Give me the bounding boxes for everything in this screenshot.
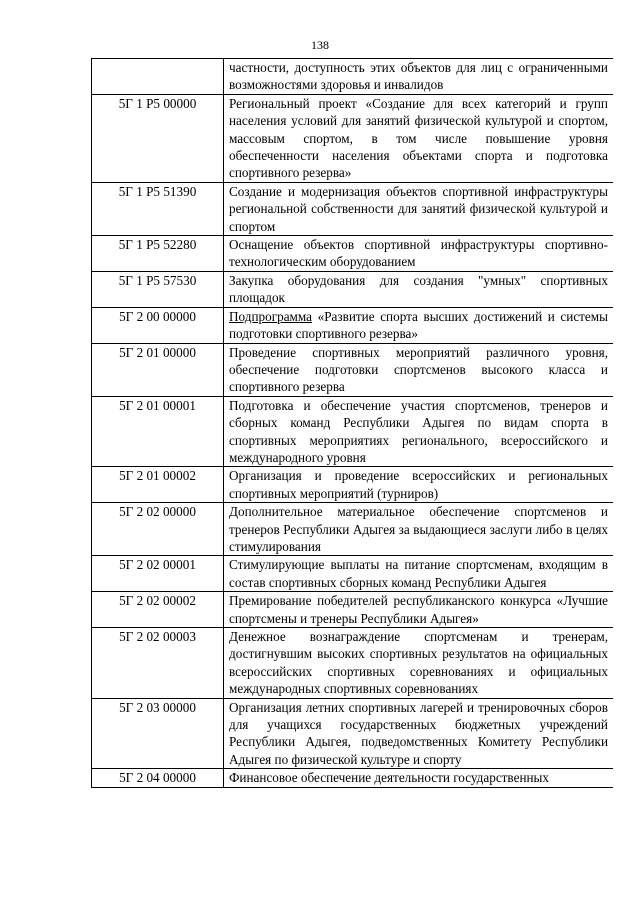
row-text: частности, доступность этих объектов для лиц с ограниченными возможностями здоровья и инвалидов <box>229 60 608 93</box>
row-code: 5Г 2 01 00000 <box>92 343 224 396</box>
row-text: Организация и проведение всероссийских и региональных спортивных мероприятий (турниров) <box>229 468 608 501</box>
row-code: 5Г 2 02 00000 <box>92 503 224 556</box>
row-text: Закупка оборудования для создания "умных" спортивных площадок <box>229 272 608 306</box>
row-text: Проведение спортивных мероприятий различного уровня, обеспечение подготовки спортсменов высокого класса и спортивного резерва <box>229 344 608 395</box>
row-text: Оснащение объектов спортивной инфраструктуры спортивно-технологическим оборудованием <box>229 237 608 270</box>
table-row <box>92 94 614 182</box>
row-description <box>224 503 614 556</box>
row-prefix: Подпрограмма <box>229 308 313 324</box>
table-row <box>92 307 614 343</box>
table-row <box>92 556 614 592</box>
row-code: 5Г 2 00 00000 <box>92 307 224 343</box>
row-text: Денежное вознаграждение спортсменам и тренерам, достигнувшим высоких спортивных результатов на официальных всероссийских спортивных соревнованиях и официальных международных спортивных соревнованиях <box>229 629 608 697</box>
row-description <box>224 628 614 699</box>
table-row <box>92 698 614 769</box>
table-row <box>92 396 614 467</box>
table-row <box>92 271 614 307</box>
row-description <box>224 343 614 396</box>
row-code: 5Г 1 Р5 00000 <box>92 94 224 182</box>
row-description <box>224 467 614 503</box>
table-body <box>92 59 614 788</box>
row-text: Дополнительное материальное обеспечение спортсменов и тренеров Республики Адыгея за выдающиеся заслуги либо в целях стимулирования <box>229 504 608 554</box>
table-row <box>92 59 614 95</box>
page-number: 138 <box>311 38 329 52</box>
classification-table-wrapper <box>91 58 613 828</box>
row-code: 5Г 1 Р5 52280 <box>92 236 224 272</box>
table-row <box>92 343 614 396</box>
table-row <box>92 769 614 787</box>
row-text: Подготовка и обеспечение участия спортсменов, тренеров и сборных команд Республики Адыгея по видам спорта в спортивных мероприятиях регионального, всероссийского и международного уровня <box>229 397 608 465</box>
row-text: Финансовое обеспечение деятельности государственных <box>229 770 550 786</box>
table-row <box>92 628 614 699</box>
row-description <box>224 307 614 343</box>
row-code: 5Г 2 02 00001 <box>92 556 224 592</box>
row-code: 5Г 1 Р5 51390 <box>92 182 224 235</box>
table-row <box>92 467 614 503</box>
row-code: 5Г 1 Р5 57530 <box>92 271 224 307</box>
row-code <box>92 59 224 95</box>
row-text: «Развитие спорта высших достижений и системы подготовки спортивного резерва» <box>229 308 608 342</box>
row-description <box>224 698 614 769</box>
row-description <box>224 59 614 95</box>
row-text: Региональный проект «Создание для всех категорий и групп населения условий для занятий физической культурой и спортом, массовым спортом, в том числе повышение уровня обеспеченности населения объектами спорта и подготовка спортивного резерва» <box>229 95 608 181</box>
table-row <box>92 236 614 272</box>
row-description <box>224 94 614 182</box>
row-description <box>224 592 614 628</box>
row-text: Премирование победителей республиканского конкурса «Лучшие спортсмены и тренеры Республики Адыгея» <box>229 593 608 626</box>
row-code: 5Г 2 02 00002 <box>92 592 224 628</box>
row-code: 5Г 2 02 00003 <box>92 628 224 699</box>
row-code: 5Г 2 03 00000 <box>92 698 224 769</box>
row-description <box>224 556 614 592</box>
row-text: Организация летних спортивных лагерей и тренировочных сборов для учащихся государственных бюджетных учреждений Республики Адыгея, подведомственных Комитету Республики Адыгея по физической культуре и спорту <box>229 699 608 767</box>
table-row <box>92 182 614 235</box>
row-description <box>224 769 614 787</box>
row-code: 5Г 2 04 00000 <box>92 769 224 787</box>
row-description <box>224 182 614 235</box>
row-description <box>224 396 614 467</box>
classification-table <box>91 58 613 788</box>
row-description <box>224 236 614 272</box>
row-description <box>224 271 614 307</box>
row-code: 5Г 2 01 00001 <box>92 396 224 467</box>
row-text: Стимулирующие выплаты на питание спортсменам, входящим в состав спортивных сборных команд Республики Адыгея <box>229 557 608 590</box>
table-row <box>92 592 614 628</box>
row-code: 5Г 2 01 00002 <box>92 467 224 503</box>
row-text: Создание и модернизация объектов спортивной инфраструктуры региональной собственности для занятий физической культурой и спортом <box>229 183 608 234</box>
table-row <box>92 503 614 556</box>
